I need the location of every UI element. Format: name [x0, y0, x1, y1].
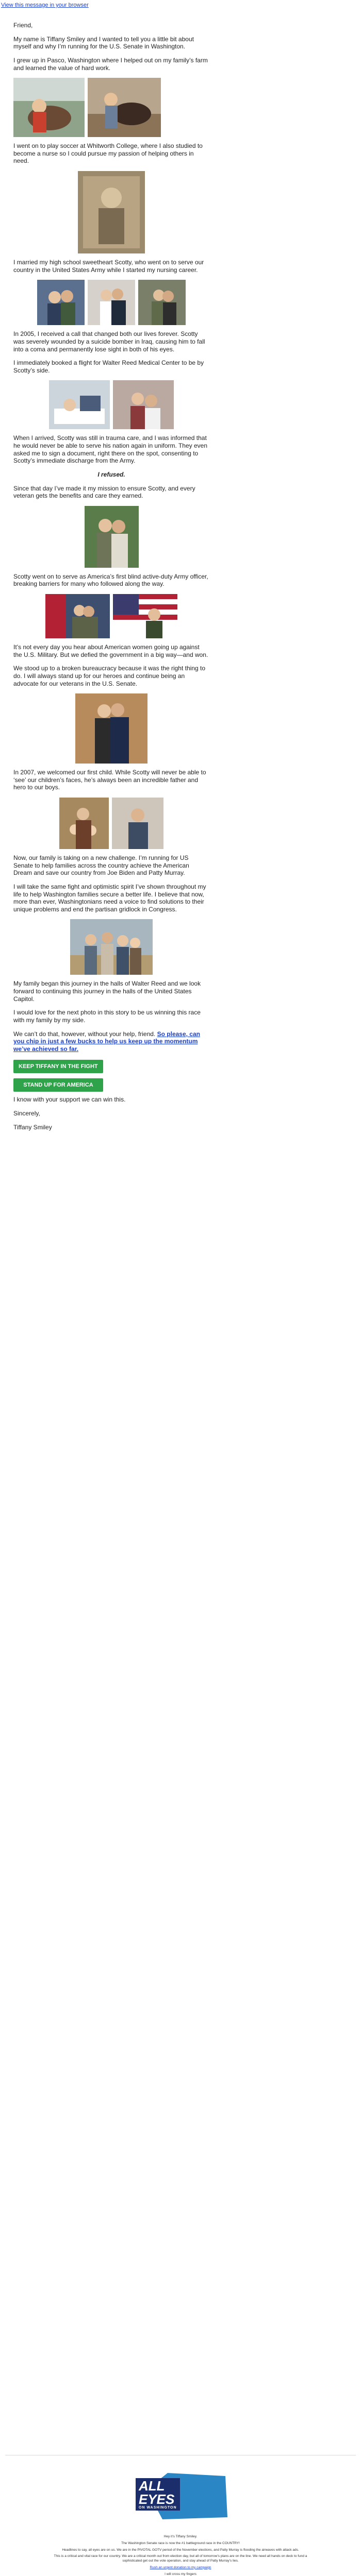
- paragraph-new-challenge: Now, our family is taking on a new challenge. I’m running for US Senate to help families across the country achieve the American Dream and save our country from Joe Biden and Patty Murray.: [13, 854, 189, 877]
- hospital-photos: [13, 380, 209, 429]
- photo-father-with-baby: [112, 798, 163, 849]
- paragraph-pasco: I grew up in Pasco, Washington where I helped out on my family’s farm and learned the value of hard work.: [13, 56, 208, 72]
- photo-family-outdoors: [70, 919, 153, 975]
- family-outdoor-photo-wrap: [13, 919, 209, 975]
- paragraph-intro: My name is Tiffany Smiley and I wanted to tell you a little bit about myself and why I’m running for the U.S. Senate in Washington.: [13, 35, 194, 50]
- all-eyes-logo: [132, 2468, 229, 2535]
- greeting: Friend,: [13, 22, 33, 29]
- photo-hospital-couple: [113, 380, 174, 429]
- logo-text-block: [136, 2478, 180, 2511]
- refused-callout: I refused.: [97, 470, 125, 478]
- signature: Tiffany Smiley: [13, 1123, 52, 1131]
- logo-eyes-text: EYES: [139, 2492, 175, 2507]
- cta-buttons: [13, 1059, 209, 1096]
- uniform-photo-wrap: [13, 506, 209, 568]
- photo-girl-with-calf: [88, 78, 161, 137]
- keep-tiffany-in-the-fight-button[interactable]: KEEP TIFFANY IN THE FIGHT: [13, 1060, 103, 1073]
- urgent-donation-link[interactable]: Rush an urgent donation to my campaign: [150, 2565, 211, 2569]
- photo-salute-with-flag: [113, 594, 177, 638]
- all-eyes-line-4: This is a critical and vital race for our country. We are a critical month out from election day, but all of tomorrow’s plans are on the line. We need all hands on deck to fund a sophisticated get out the vote operation, and stay ahead of Patty Murray’s lies.: [54, 2554, 307, 2563]
- paragraph-broken-bureaucracy: We stood up to a broken bureaucracy because it was the right thing to do. I will always stand up for our heroes and continue being an advocate for our veterans in the U.S. Senate.: [13, 665, 205, 687]
- paragraph-married: I married my high school sweetheart Scotty, who went on to serve our country in the United States Army while I started my nursing career.: [13, 259, 204, 274]
- ceremony-photo-wrap: [13, 693, 209, 764]
- photo-mother-with-children: [59, 798, 109, 849]
- stand-up-for-america-button[interactable]: STAND UP FOR AMERICA: [13, 1078, 103, 1092]
- paragraph-same-fight: I will take the same fight and optimistic spirit I’ve shown throughout my life to help Washington families secure a better life. I believe that now, more than ever, Washingtonians need a voice to find solutions to their unique problems and end the partisan gridlock in Congress.: [13, 883, 206, 913]
- photo-hospital-bed: [49, 380, 110, 429]
- all-eyes-line-1: Hey it’s Tiffany Smiley.: [163, 2535, 198, 2538]
- photo-couple-indoor: [37, 280, 85, 325]
- ask-text: We can’t do that, however, without your help, friend.: [13, 1030, 157, 1038]
- paragraph-next-photo: I would love for the next photo in this story to be us winning this race with my family by my side.: [13, 1009, 201, 1024]
- couple-photos: [13, 280, 209, 325]
- paragraph-ask: [13, 1030, 209, 1053]
- photo-couple-camo-uniform: [85, 506, 139, 568]
- flag-photos: [13, 594, 209, 638]
- all-eyes-section: [0, 2468, 361, 2576]
- donate-inline-link[interactable]: So please, can you chip in just a few bucks to help us keep up the momentum we’ve achieved so far.: [13, 1030, 200, 1053]
- paragraph-2005: In 2005, I received a call that changed both our lives forever. Scotty was severely wounded by a suicide bomber in Iraq, causing him to fall into a coma and permanently lose sight in both of his eyes.: [13, 330, 205, 353]
- paragraph-whitworth: I went on to play soccer at Whitworth College, where I also studied to become a nurse so I could pursue my passion of helping others in need.: [13, 142, 203, 165]
- paragraph-2007: In 2007, we welcomed our first child. While Scotty will never be able to ‘see’ our children’s faces, he’s always been an incredible father and hero to our boys.: [13, 769, 206, 791]
- paragraph-support: I know with your support we can win this.: [13, 1096, 126, 1104]
- paragraph-walter-reed: I immediately booked a flight for Walter Reed Medical Center to be by Scotty’s side.: [13, 359, 204, 374]
- paragraph-first-blind-officer: Scotty went on to serve as America’s first blind active-duty Army officer, breaking barriers for many who followed along the way.: [13, 572, 208, 588]
- all-eyes-line-3: Headlines to say, all eyes are on us. We are in the PIVOTAL GOTV period of the November elections, and Patty Murray is flooding the airwaves with attack ads.: [62, 2548, 299, 2552]
- all-eyes-copy: [46, 2535, 315, 2576]
- all-eyes-line-2: The Washington Senate race is now the #1 battleground race in the COUNTRY!: [121, 2541, 240, 2545]
- photo-couple-dress-uniform: [88, 280, 135, 325]
- photo-couple-camo: [138, 280, 186, 325]
- letter-body: [13, 22, 209, 1137]
- photo-couple-dress-blues: [75, 693, 147, 764]
- family-photos: [13, 798, 209, 849]
- closing: Sincerely,: [13, 1110, 40, 1117]
- paragraph-defied-government: It’s not every day you hear about American women going up against the U.S. Military. But we defied the government in a big way—and won.: [13, 643, 208, 658]
- logo-on-washington-text: ON WASHINGTON: [139, 2506, 177, 2510]
- photo-kiss-with-flags: [45, 594, 110, 638]
- logo-all-text: ALL: [139, 2478, 165, 2494]
- childhood-photos: [13, 78, 209, 137]
- browser-view-bar: [1, 1, 89, 8]
- photo-girl-with-horse: [13, 78, 85, 137]
- paragraph-journey: My family began this journey in the halls of Walter Reed and we look forward to continuing this journey in the halls of the United States Capitol.: [13, 980, 201, 1003]
- paragraph-trauma-care: When I arrived, Scotty was still in trauma care, and I was informed that he would never be able to serve his nation again in uniform. They even asked me to sign a document, right there on the spot, consenting to Scotty’s immediate discharge from the Army.: [13, 434, 208, 465]
- all-eyes-line-6: I will cross my fingers: [165, 2572, 196, 2576]
- photo-team-portrait-sepia: [78, 171, 145, 253]
- paragraph-mission: Since that day I’ve made it my mission to ensure Scotty, and every veteran gets the benefits and care they earned.: [13, 484, 195, 500]
- view-in-browser-link[interactable]: View this message in your browser: [1, 2, 89, 8]
- soccer-photo-wrap: [13, 171, 209, 253]
